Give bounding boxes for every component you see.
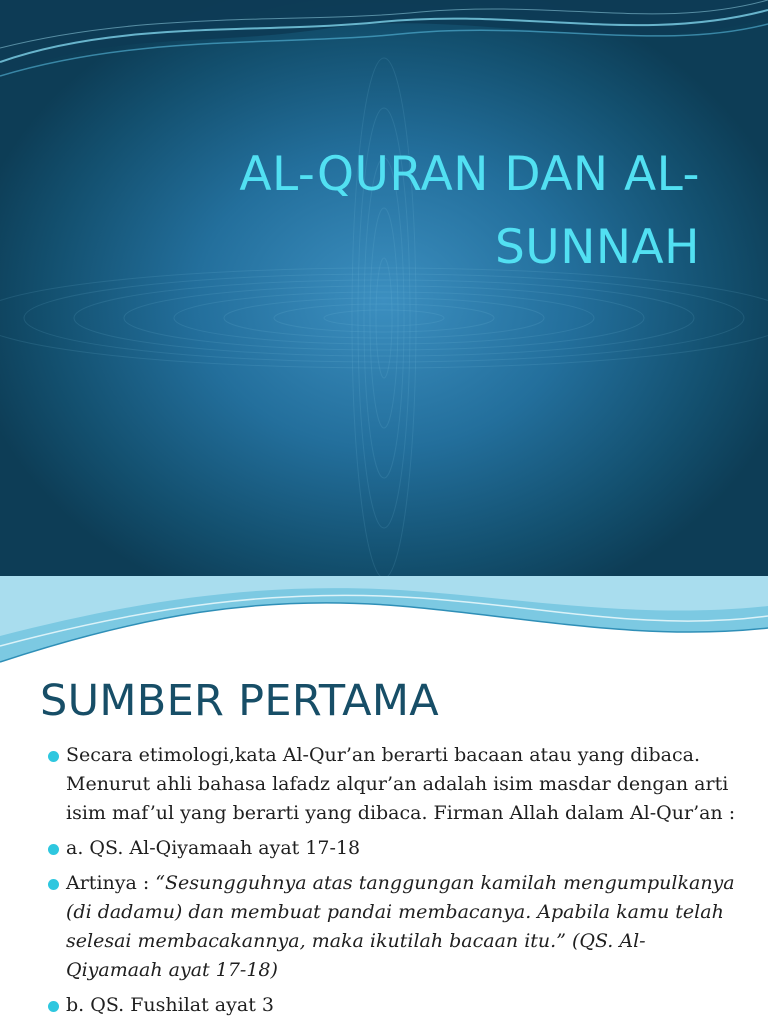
list-item [48,834,738,863]
bullet-dot-icon [48,1001,59,1012]
bullet-dot-icon [48,751,59,762]
list-item [48,991,738,1020]
bullet-dot-icon [48,879,59,890]
list-item [48,741,738,828]
slide-title [140,138,700,284]
list-item [48,869,738,985]
bullet-list [48,741,738,1024]
content-wave-decoration [0,576,768,666]
bullet-reference: (QS. Al-Qiyamaah ayat 17-18) [66,930,646,981]
bullet-text: a. QS. Al-Qiyamaah ayat 17-18 [66,837,361,859]
bullet-text: Secara etimologi,kata Al-Qur’an berarti bacaan atau yang dibaca. Menurut ahli bahasa lafadz alqur’an adalah isim masdar dengan arti isim maf’ul yang berarti yang dibaca. Firman Allah dalam Al-Qur’an : [66,744,736,824]
title-line-1: AL-QURAN DAN AL- [239,147,700,202]
title-line-2: SUNNAH [494,220,700,275]
bullet-prefix: Artinya : [66,872,156,894]
content-slide [0,576,768,1024]
bullet-dot-icon [48,844,59,855]
bullet-quote: “Sesungguhnya atas tanggungan kamilah mengumpulkanya (di dadamu) dan membuat pandai membacanya. Apabila kamu telah selesai membacakannya, maka ikutilah bacaan itu.” [66,872,735,952]
slide-heading: SUMBER PERTAMA [40,676,439,726]
bullet-text: b. QS. Fushilat ayat 3 [66,994,274,1016]
top-wave-decoration [0,0,768,100]
